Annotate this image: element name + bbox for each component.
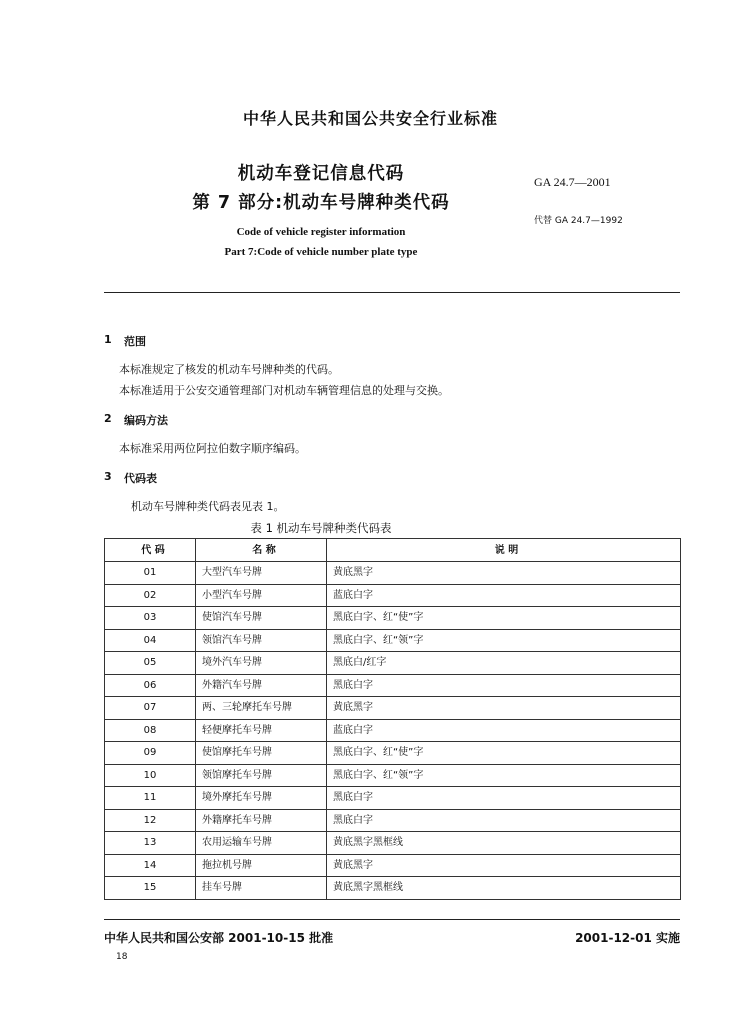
cell-name: 领馆摩托车号牌 (196, 764, 327, 787)
cell-desc: 黑底白字 (327, 787, 681, 810)
table-row (105, 832, 681, 855)
cell-name: 挂车号牌 (196, 877, 327, 900)
cell-desc: 黑底白字 (327, 674, 681, 697)
document-title-cn: 机动车登记信息代码 (237, 164, 405, 184)
cell-name: 农用运输车号牌 (196, 832, 327, 855)
cell-desc: 黑底白字 (327, 809, 681, 832)
section-2-number: 2 (104, 412, 112, 425)
cell-desc: 黄底黑字 (327, 562, 681, 585)
document-title-en: Code of vehicle register information (236, 226, 406, 238)
header-desc: 说 明 (327, 539, 681, 562)
cell-desc: 蓝底白字 (327, 719, 681, 742)
table-row (105, 562, 681, 585)
cell-code: 13 (105, 832, 196, 855)
table-row (105, 764, 681, 787)
header-rule (104, 292, 680, 293)
cell-code: 08 (105, 719, 196, 742)
table-header-row (105, 539, 681, 562)
table-row (105, 674, 681, 697)
section-2-paragraph-1: 本标准采用两位阿拉伯数字顺序编码。 (119, 442, 306, 455)
table-row (105, 742, 681, 765)
cell-desc: 黑底白字、红“使”字 (327, 607, 681, 630)
section-1-number: 1 (104, 333, 112, 346)
cell-name: 拖拉机号牌 (196, 854, 327, 877)
table-row (105, 584, 681, 607)
header-name: 名 称 (196, 539, 327, 562)
cell-code: 15 (105, 877, 196, 900)
standard-number: GA 24.7—2001 (534, 175, 611, 189)
cell-code: 09 (105, 742, 196, 765)
cell-name: 外籍摩托车号牌 (196, 809, 327, 832)
cell-desc: 黑底白/红字 (327, 652, 681, 675)
issuing-body: 中华人民共和国公共安全行业标准 (242, 109, 498, 128)
cell-desc: 黄底黑字黑框线 (327, 832, 681, 855)
cell-name: 境外摩托车号牌 (196, 787, 327, 810)
cell-code: 02 (105, 584, 196, 607)
cell-code: 06 (105, 674, 196, 697)
cell-name: 两、三轮摩托车号牌 (196, 697, 327, 720)
section-1-title: 范围 (124, 335, 146, 348)
cell-code: 10 (105, 764, 196, 787)
effective-date: 2001-12-01 实施 (575, 931, 680, 945)
table-row (105, 607, 681, 630)
cell-code: 04 (105, 629, 196, 652)
table-row (105, 697, 681, 720)
cell-code: 14 (105, 854, 196, 877)
cell-desc: 黑底白字、红“领”字 (327, 764, 681, 787)
table-row (105, 652, 681, 675)
cell-code: 05 (105, 652, 196, 675)
section-3-number: 3 (104, 470, 112, 483)
table-caption: 表 1 机动车号牌种类代码表 (250, 521, 392, 535)
cell-desc: 黑底白字、红“领”字 (327, 629, 681, 652)
table-row (105, 809, 681, 832)
page-number: 18 (116, 952, 128, 962)
section-3-paragraph-1: 机动车号牌种类代码表见表 1。 (131, 500, 285, 513)
cell-desc: 黑底白字、红“使”字 (327, 742, 681, 765)
document-subtitle-cn: 第 7 部分:机动车号牌种类代码 (192, 193, 450, 213)
header-code: 代 码 (105, 539, 196, 562)
table-row (105, 854, 681, 877)
cell-desc: 蓝底白字 (327, 584, 681, 607)
cell-name: 境外汽车号牌 (196, 652, 327, 675)
cell-name: 外籍汽车号牌 (196, 674, 327, 697)
table-row (105, 719, 681, 742)
document-subtitle-en: Part 7:Code of vehicle number plate type (224, 246, 418, 258)
cell-name: 使馆摩托车号牌 (196, 742, 327, 765)
footer-rule (104, 919, 680, 920)
table-row (105, 787, 681, 810)
plate-type-code-table (104, 538, 681, 900)
cell-name: 使馆汽车号牌 (196, 607, 327, 630)
section-1-paragraph-1: 本标准规定了核发的机动车号牌种类的代码。 (119, 363, 339, 376)
cell-name: 小型汽车号牌 (196, 584, 327, 607)
cell-desc: 黄底黑字黑框线 (327, 877, 681, 900)
section-1-paragraph-2: 本标准适用于公安交通管理部门对机动车辆管理信息的处理与交换。 (119, 384, 449, 397)
cell-code: 01 (105, 562, 196, 585)
section-3-title: 代码表 (124, 472, 157, 485)
cell-code: 03 (105, 607, 196, 630)
section-2-title: 编码方法 (124, 414, 168, 427)
table-row (105, 877, 681, 900)
cell-name: 大型汽车号牌 (196, 562, 327, 585)
cell-name: 轻便摩托车号牌 (196, 719, 327, 742)
cell-name: 领馆汽车号牌 (196, 629, 327, 652)
approval-line: 中华人民共和国公安部 2001-10-15 批准 (104, 931, 334, 945)
cell-desc: 黄底黑字 (327, 697, 681, 720)
cell-code: 11 (105, 787, 196, 810)
cell-desc: 黄底黑字 (327, 854, 681, 877)
table-row (105, 629, 681, 652)
cell-code: 07 (105, 697, 196, 720)
cell-code: 12 (105, 809, 196, 832)
replaces-standard: 代替 GA 24.7—1992 (534, 216, 623, 226)
